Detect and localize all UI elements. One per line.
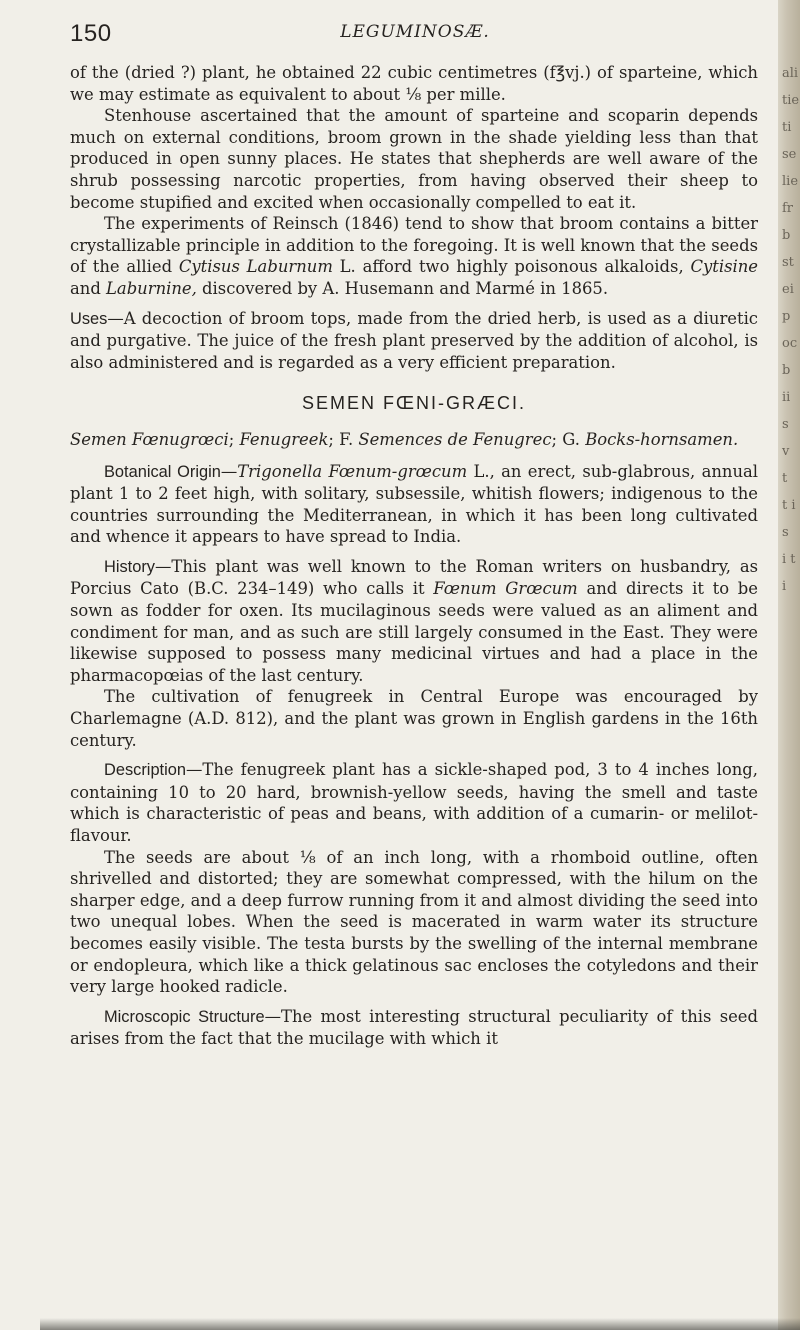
section-heading: Microscopic Structure (104, 1007, 265, 1026)
paragraph: The seeds are about ⅛ of an inch long, with a rhomboid outline, often shrivelled and distorted; they are somewhat compressed, with the hilum on the sharper edge, and a deep furrow running from it and almost dividing the seed into two unequal lobes. When the seed is macerated in warm water its structure becomes easily visible. The testa bursts by the swelling of the internal membrane or endopleura, which like a thick gelatinous sac encloses the cotyledons and their very large hooked radicle. (70, 847, 758, 997)
paragraph: The experiments of Reinsch (1846) tend to show that broom contains a bitter crystallizable principle in addition to the foregoing. It is well known that the seeds of the allied Cytisus Laburnum L. afford two highly poisonous alkaloids, Cytisine and Laburnine, discovered by A. Husemann and Marmé in 1865. (70, 214, 758, 298)
section-heading: History (104, 557, 155, 576)
section-title: SEMEN FŒNI-GRÆCI. (301, 393, 526, 414)
paragraph-microscopic: Microscopic Structure—The most interesting structural peculiarity of this seed arises from the fact that the mucilage with which it (70, 1006, 758, 1049)
facing-page-bleed-text: ali tie ti se lie fr b st ei p oc b ii s v t t i s i t i (782, 66, 800, 594)
running-head: LEGUMINOSÆ. (340, 22, 490, 42)
paragraph: The cultivation of fenugreek in Central Europe was encouraged by Charlemagne (A.D. 812), and the plant was grown in English gardens in the 16th century. (70, 687, 758, 750)
section-heading: Description (104, 761, 186, 780)
paragraph: of the (dried ?) plant, he obtained 22 cubic centimetres (f℥vj.) of sparteine, which we may estimate as equivalent to about ⅛ per mille. (70, 63, 758, 104)
synonyms: Semen Fœnugrœci; Fenugreek; F. Semences de Fenugrec; G. Bocks-hornsamen. (70, 429, 739, 449)
bottom-shadow (40, 1318, 800, 1330)
facing-page-edge (778, 0, 800, 1330)
paragraph: Stenhouse ascertained that the amount of sparteine and scoparin depends much on external conditions, broom grown in the shade yielding less than that produced in open sunny places. He states that shepherds are well aware of the shrub possessing narcotic properties, from having observed their sheep to become stupified and excited when occasionally compelled to eat it. (70, 106, 758, 212)
paragraph-description: Description—The fenugreek plant has a sickle-shaped pod, 3 to 4 inches long, containing 10 to 20 hard, brownish-yellow seeds, having the smell and taste which is characteristic of peas and beans, with addition of a cumarin- or melilot-flavour. (70, 760, 758, 845)
paragraph-history: History—This plant was well known to the Roman writers on husbandry, as Porcius Cato (B.C. 234–149) who calls it Fœnum Grœcum and directs it to be sown as fodder for oxen. Its mucilaginous seeds were valued as an aliment and condiment for man, and as such are still largely consumed in the East. They were likewise supposed to possess many medicinal virtues and had a place in the pharmacopœias of the last century. (70, 556, 758, 685)
paragraph-uses: Uses—A decoction of broom tops, made from the dried herb, is used as a diuretic and purgative. The juice of the fresh plant preserved by the addition of alcohol, is also administered and is regarded as a very efficient preparation. (70, 308, 758, 372)
section-heading: Uses (70, 309, 108, 328)
body-text (70, 62, 758, 1050)
paragraph-botanical-origin: Botanical Origin—Trigonella Fœnum-grœcum L., an erect, sub-glabrous, annual plant 1 to 2 feet high, with solitary, subsessile, whitish flowers; indigenous to the countries surrounding the Mediterranean, in which it has been long cultivated and whence it appears to have spread to India. (70, 461, 759, 547)
page-number: 150 (70, 20, 112, 47)
page-header (70, 20, 760, 50)
section-heading: Botanical Origin (104, 462, 221, 481)
